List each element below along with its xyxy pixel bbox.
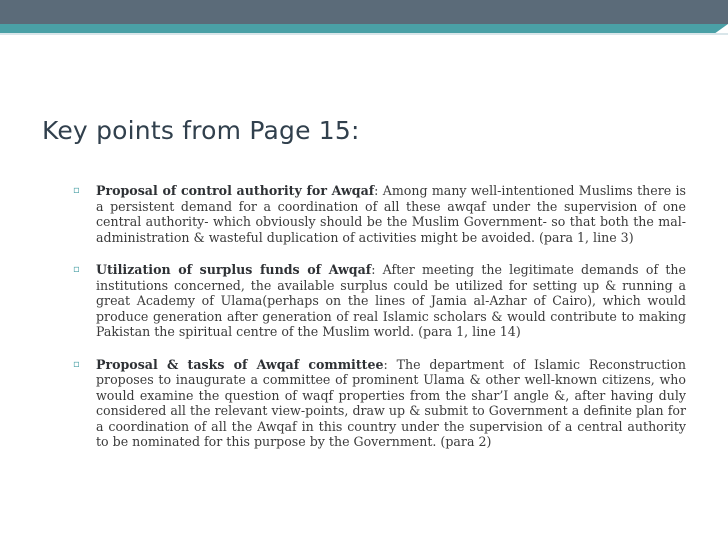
hollow-square-bullet-icon: ▫ [73, 185, 80, 196]
slide-title: Key points from Page 15: [42, 116, 360, 145]
header-divider [0, 33, 728, 35]
bullet-body: : After meeting the legitimate demands of the institutions concerned, the available surplus could be utilized for setting up & running a great Academy of Ulama(perhaps on the lines of Jamia al-Azhar of Cairo), which would produce generation after generation of real Islamic scholars & would contribute to making Pakistan the spiritual centre of the Muslim world. (para 1, line 14) [96, 262, 686, 339]
bullet-heading: Proposal of control authority for Awqaf [96, 183, 375, 198]
bullet-list [72, 183, 686, 467]
bullet-heading: Proposal & tasks of Awqaf committee [96, 356, 384, 372]
hollow-square-bullet-icon: ▫ [73, 264, 80, 275]
hollow-square-bullet-icon: ▫ [73, 358, 80, 370]
bullet-item-surplus-funds [72, 262, 686, 340]
bullet-item-control-authority [72, 183, 686, 245]
bullet-body: : Among many well-intentioned Muslims there is a persistent demand for a coordination of all these awqaf under the supervision of one central authority- which obviously should be the Muslim Government- so that both the mal-administration & wasteful duplication of activities might be avoided. (para 1, line 3) [96, 183, 686, 245]
bullet-heading: Utilization of surplus funds of Awqaf [96, 262, 372, 277]
header-band [0, 0, 728, 24]
bullet-item-awqaf-committee [72, 357, 686, 450]
bullet-body: : The department of Islamic Reconstruction proposes to inaugurate a committee of prominent Ulama & other well-known citizens, who would examine the question of waqf properties from the shar’I angle &, after having duly considered all the relevant view-points, draw up & submit to Government a definite plan for a coordination of all the Awqaf in this country under the supervision of a central authority to be nominated for this purpose by the Government. (para 2) [96, 356, 686, 449]
header-accent-stripe [0, 24, 728, 33]
